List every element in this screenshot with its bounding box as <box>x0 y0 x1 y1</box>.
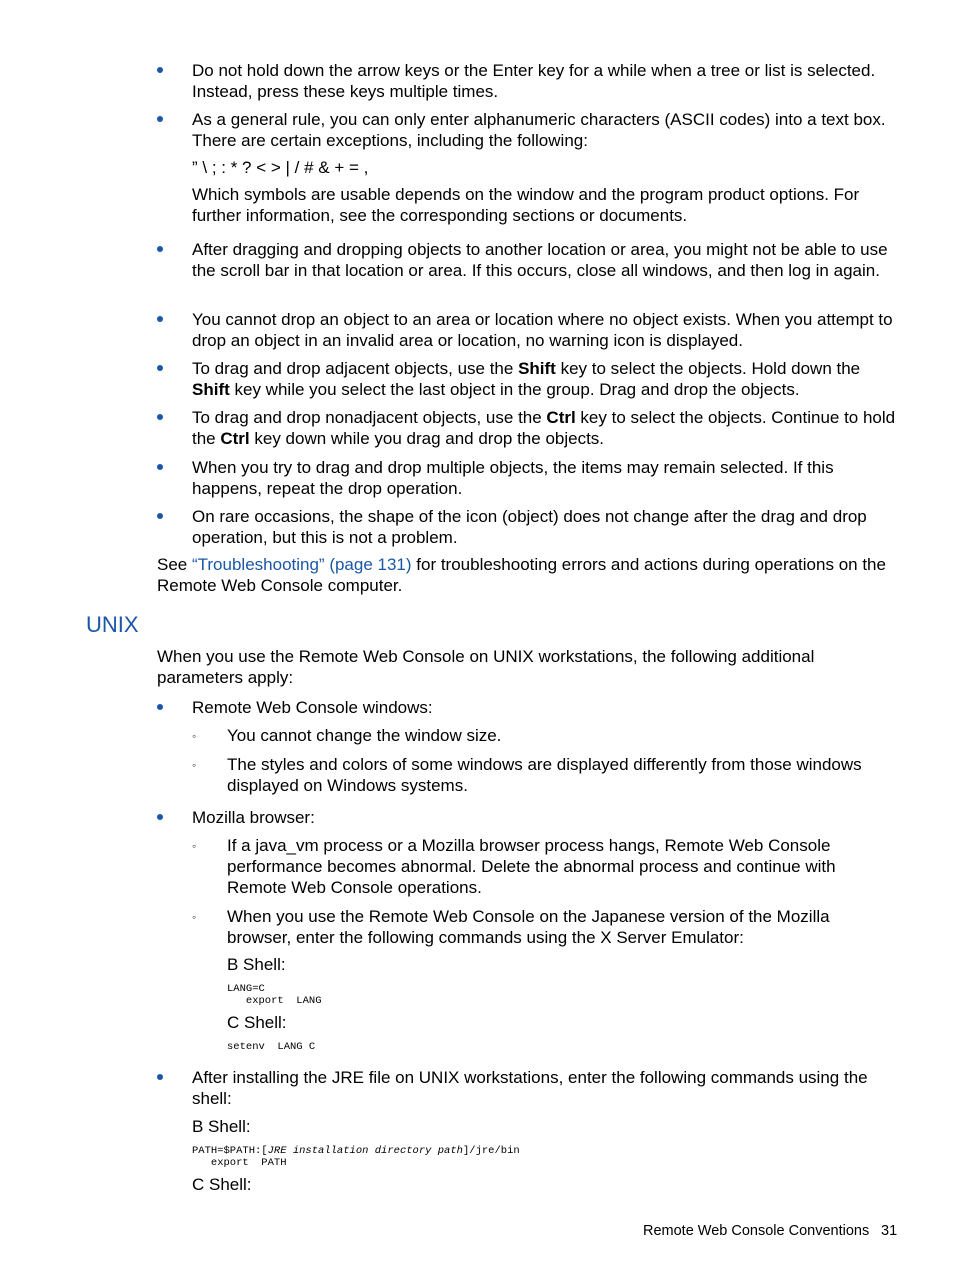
sub-list-item <box>192 725 897 746</box>
bullet-icon <box>157 67 163 73</box>
bullet-icon <box>157 365 163 371</box>
sub-bullet-icon: ◦ <box>192 729 197 743</box>
bullet-text: After installing the JRE file on UNIX workstations, enter the following commands using the shell: <box>192 1068 868 1108</box>
list-item <box>157 506 897 548</box>
list-item <box>157 807 897 828</box>
key-name: Ctrl <box>220 429 250 448</box>
text-run: key while you select the last object in the group. Drag and drop the objects. <box>229 380 800 399</box>
text-run: key to select the objects. Continue to hold the <box>192 408 896 448</box>
bullet-icon <box>157 464 163 470</box>
exception-symbols: ” \ ; : * ? < > | / # & + = , <box>192 158 369 177</box>
key-name: Shift <box>518 359 556 378</box>
b-shell-label: B Shell: <box>227 955 286 974</box>
bullet-icon <box>157 704 163 710</box>
sub-list-item <box>192 906 897 948</box>
code-line: export PATH <box>192 1157 287 1169</box>
b-shell-label: B Shell: <box>192 1117 251 1136</box>
text-run: key down while you drag and drop the objects. <box>249 429 605 448</box>
bullet-text: When you try to drag and drop multiple objects, the items may remain selected. If this happens, repeat the drop operation. <box>192 458 834 498</box>
bullet-text: Mozilla browser: <box>192 808 315 827</box>
list-item <box>157 309 897 351</box>
unix-intro: When you use the Remote Web Console on UNIX workstations, the following additional parameters apply: <box>157 647 815 687</box>
bullet-icon <box>157 316 163 322</box>
bullet-text: After dragging and dropping objects to another location or area, you might not be able to use the scroll bar in that location or area. If this occurs, close all windows, and then log in again. <box>192 240 888 280</box>
bullet-icon <box>157 1074 163 1080</box>
bullet-text: You cannot drop an object to an area or location where no object exists. When you attempt to drop an object in an invalid area or location, no warning icon is displayed. <box>192 310 893 350</box>
sub-bullet-icon: ◦ <box>192 839 197 853</box>
section-heading-unix: UNIX <box>86 612 139 637</box>
sub-bullet-text: You cannot change the window size. <box>227 726 502 745</box>
list-item <box>157 239 897 281</box>
bullet-text: Do not hold down the arrow keys or the Enter key for a while when a tree or list is selected. Instead, press these keys multiple times. <box>192 61 876 101</box>
bullet-text <box>192 358 897 400</box>
see-also-paragraph <box>157 554 897 596</box>
sub-bullet-text: If a java_vm process or a Mozilla browser process hangs, Remote Web Console performance becomes abnormal. Delete the abnormal process and continue with Remote Web Console operations. <box>227 836 836 897</box>
sub-bullet-text: When you use the Remote Web Console on the Japanese version of the Mozilla browser, enter the following commands using the X Server Emulator: <box>227 907 830 947</box>
c-shell-label: C Shell: <box>227 1013 287 1032</box>
bullet-text: As a general rule, you can only enter alphanumeric characters (ASCII codes) into a text box. There are certain exceptions, including the following: <box>192 110 886 150</box>
code-placeholder: JRE installation directory path <box>267 1145 463 1157</box>
sub-bullet-text: The styles and colors of some windows are displayed differently from those windows displayed on Windows systems. <box>227 755 862 795</box>
list-item <box>157 358 897 400</box>
list-item <box>157 457 897 499</box>
bullet-icon <box>157 513 163 519</box>
list-item <box>157 1067 897 1109</box>
footer-title: Remote Web Console Conventions <box>643 1223 870 1239</box>
sub-bullet-icon: ◦ <box>192 758 197 772</box>
bullet-text: Remote Web Console windows: <box>192 698 433 717</box>
c-shell-code: setenv LANG C <box>227 1041 316 1053</box>
list-item <box>157 109 897 226</box>
b-shell-code: LANG=C export LANG <box>227 983 322 1007</box>
text-run: for troubleshooting errors and actions during operations on the Remote Web Console computer. <box>157 555 886 595</box>
c-shell-label: C Shell: <box>192 1175 252 1194</box>
sub-list-item <box>192 835 897 898</box>
list-item <box>157 697 897 718</box>
list-item <box>157 407 897 449</box>
code-run: ]/jre/bin <box>462 1145 520 1157</box>
text-run: key to select the objects. Hold down the <box>555 359 861 378</box>
text-run: To drag and drop nonadjacent objects, use the <box>192 408 547 427</box>
key-name: Shift <box>192 380 230 399</box>
list-item <box>157 60 897 102</box>
troubleshooting-link[interactable]: “Troubleshooting” (page 131) <box>191 555 412 574</box>
bullet-icon <box>157 116 163 122</box>
code-run: PATH=$PATH:[ <box>192 1145 268 1157</box>
bullet-text <box>192 407 897 449</box>
page-number: 31 <box>881 1223 898 1239</box>
key-name: Ctrl <box>546 408 576 427</box>
bullet-icon <box>157 414 163 420</box>
jre-path-code <box>192 1145 520 1169</box>
bullet-text: On rare occasions, the shape of the icon (object) does not change after the drag and drop operation, but this is not a problem. <box>192 507 867 547</box>
sub-list-item <box>192 754 897 796</box>
code-line <box>192 1145 520 1157</box>
sub-bullet-icon: ◦ <box>192 910 197 924</box>
bullet-icon <box>157 246 163 252</box>
bullet-icon <box>157 814 163 820</box>
text-run: To drag and drop adjacent objects, use the <box>192 359 519 378</box>
text-run: See <box>157 555 192 574</box>
bullet-note: Which symbols are usable depends on the window and the program product options. For further information, see the corresponding sections or documents. <box>192 185 860 225</box>
